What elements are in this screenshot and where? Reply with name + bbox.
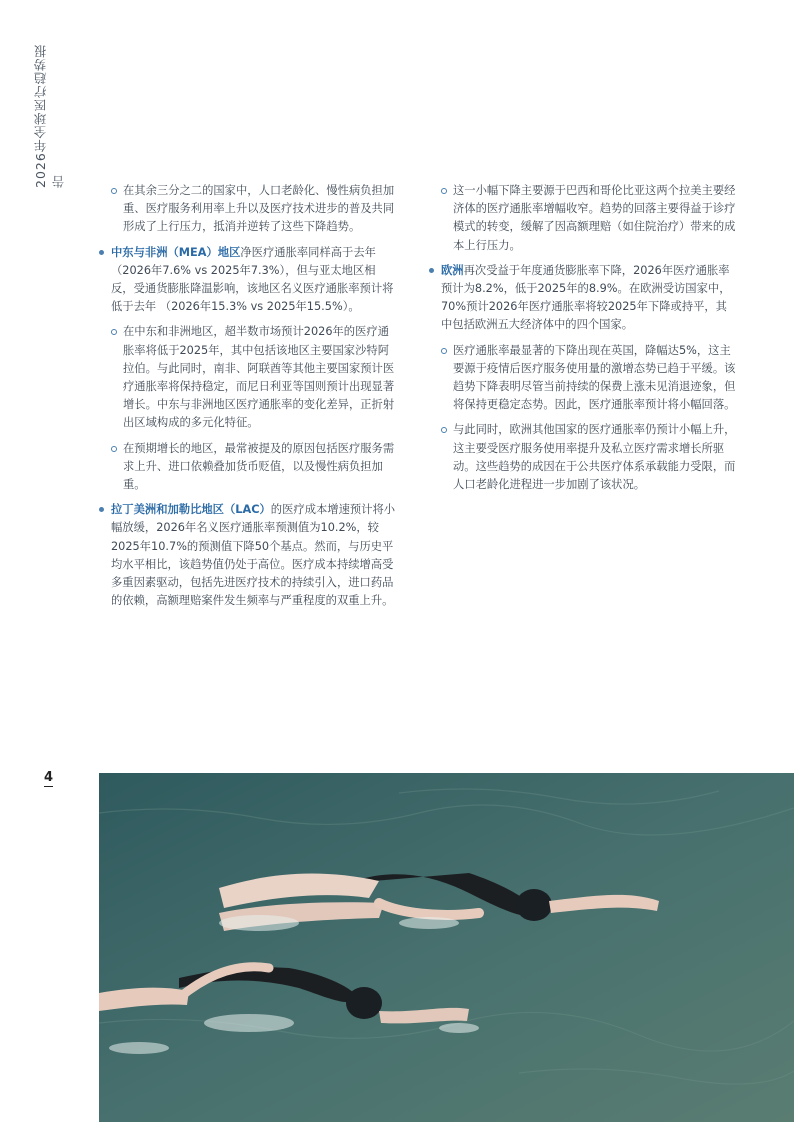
left-column [98, 182, 398, 617]
list-item [428, 342, 736, 415]
list-item [98, 323, 398, 432]
report-side-title: 2026年全球医疗趋势报告 [33, 44, 66, 188]
right-column [428, 182, 736, 501]
region-name: 拉丁美洲和加勒比地区（LAC） [111, 503, 271, 517]
list-item [428, 421, 736, 494]
item-text: 与此同时，欧洲其他国家的医疗通胀率仍预计小幅上升，这主要受医疗服务使用率提升及私立医疗需求增长所驱动。这些趋势的成因在于公共医疗体系承载能力受限，而人口老龄化进程进一步加剧了该状况。 [453, 423, 736, 492]
item-text: 的医疗成本增速预计将小幅放缓，2026年名义医疗通胀率预测值为10.2%，较2025年10.7%的预测值下降50个基点。然而，与历史平均水平相比，该趋势值仍处于高位。医疗成本持续增高受多重因素驱动，包括先进医疗技术的持续引入，进口药品的依赖，高额理赔案件发生频率与严重程度的双重上升。 [111, 503, 396, 608]
item-text: 这一小幅下降主要源于巴西和哥伦比亚这两个拉美主要经济体的医疗通胀率增幅收窄。趋势的回落主要得益于诊疗模式的转变，缓解了因高额理赔（如住院治疗）带来的成本上行压力。 [453, 184, 736, 252]
list-item [428, 262, 736, 335]
region-name: 欧洲 [441, 263, 464, 277]
list-item [98, 244, 398, 317]
item-text: 在其余三分之二的国家中，人口老龄化、慢性病负担加重、医疗服务利用率上升以及医疗技术进步的普及共同形成了上行压力，抵消并逆转了这些下降趋势。 [123, 184, 395, 234]
page-number: 4 [44, 770, 54, 785]
list-item [428, 182, 736, 255]
swimmers-photo [99, 773, 794, 1122]
item-text: 再次受益于年度通货膨胀率下降，2026年医疗通胀率预计为8.2%，低于2025年的8.9%。在欧洲受访国家中，70%预计2026年医疗通胀率将较2025年下降或持平，其中包括欧洲五大经济体中的四个国家。 [441, 263, 731, 332]
item-text: 净医疗通胀率同样高于去年（2026年7.6% vs 2025年7.3%），但与亚太地区相反，受通货膨胀降温影响，该地区名义医疗通胀率预计将低于去年 （2026年15.3% vs 2025年15.5%）。 [111, 245, 394, 314]
item-text: 在预期增长的地区，最常被提及的原因包括医疗服务需求上升、进口依赖叠加货币贬值，以及慢性病负担加重。 [123, 441, 395, 492]
item-text: 医疗通胀率最显著的下降出现在英国，降幅达5%，这主要源于疫情后医疗服务使用量的激增态势已趋于平缓。该趋势下降表明尽管当前持续的保费上涨未见消退迹象，但将保持更稳定态势。因此，医疗通胀率预计将小幅回落。 [453, 343, 736, 412]
region-name: 中东与非洲（MEA）地区 [111, 245, 241, 259]
list-item [98, 182, 398, 237]
list-item [98, 440, 398, 495]
item-text: 在中东和非洲地区，超半数市场预计2026年的医疗通胀率将低于2025年，其中包括该地区主要国家沙特阿拉伯。与此同时，南非、阿联酋等其他主要国家预计医疗通胀率将保持稳定，而尼日利亚等国则预计出现显著增长。中东与非洲地区医疗通胀率的变化差异，正折射出区域构成的多元化特征。 [123, 325, 395, 430]
list-item [98, 501, 398, 610]
